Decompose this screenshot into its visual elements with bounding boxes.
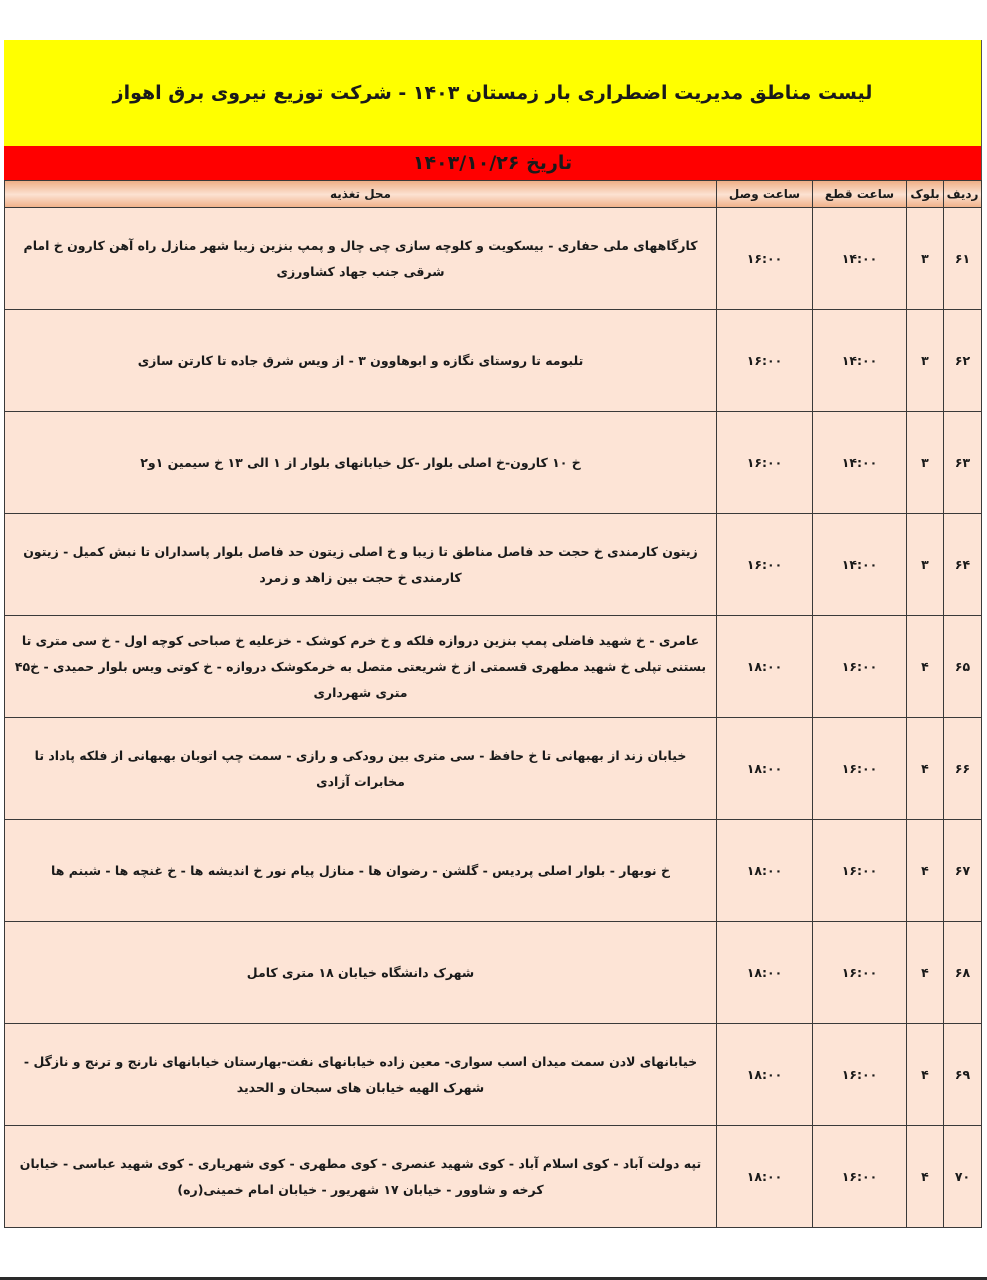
- row-number: ۶۱: [944, 208, 982, 310]
- cut-time: ۱۴:۰۰: [813, 310, 907, 412]
- block: ۴: [907, 718, 944, 820]
- location: خیابان زند از بهبهانی تا خ حافظ - سی متری بین رودکی و رازی - سمت چپ اتوبان بهبهانی از فلکه پاداد تا مخابرات آزادی: [5, 718, 717, 820]
- table-row: [5, 412, 982, 514]
- cut-time: ۱۶:۰۰: [813, 820, 907, 922]
- table-row: [5, 718, 982, 820]
- row-number: ۶۸: [944, 922, 982, 1024]
- table-row: [5, 514, 982, 616]
- row-number: ۶۲: [944, 310, 982, 412]
- document-title: لیست مناطق مدیریت اضطراری بار زمستان ۱۴۰۳ - شرکت توزیع نیروی برق اهواز: [112, 82, 873, 104]
- table-row: [5, 820, 982, 922]
- connect-time: ۱۸:۰۰: [717, 718, 813, 820]
- location: عامری - خ شهید فاضلی پمپ بنزین دروازه فلکه و خ خرم کوشک - خزعلیه خ صباحی کوچه اول - خ سی متری تا بستنی تپلی خ شهید مطهری قسمتی از خ شریعتی متصل به خرمکوشک دروازه - خ کوتی ویس بلوار حمیدی - خ۴۵ متری شهرداری: [5, 616, 717, 718]
- block: ۳: [907, 514, 944, 616]
- block: ۳: [907, 310, 944, 412]
- cut-time: ۱۴:۰۰: [813, 208, 907, 310]
- location: تلبومه تا روستای نگازه و ابوهاوون ۳ - از ویس شرق جاده تا کارتن سازی: [5, 310, 717, 412]
- header-block: بلوک: [907, 181, 944, 208]
- date-label: تاریخ ۱۴۰۳/۱۰/۲۶: [412, 152, 573, 174]
- connect-time: ۱۸:۰۰: [717, 922, 813, 1024]
- table-row: [5, 616, 982, 718]
- connect-time: ۱۶:۰۰: [717, 208, 813, 310]
- location: شهرک دانشگاه خیابان ۱۸ متری کامل: [5, 922, 717, 1024]
- header-location: محل تغذیه: [5, 181, 717, 208]
- connect-time: ۱۸:۰۰: [717, 820, 813, 922]
- cut-time: ۱۶:۰۰: [813, 1024, 907, 1126]
- date-banner: [4, 146, 982, 180]
- location: خ نوبهار - بلوار اصلی پردیس - گلشن - رضوان ها - منازل پیام نور خ اندیشه ها - خ غنچه ها - شبنم ها: [5, 820, 717, 922]
- header-cut-time: ساعت قطع: [813, 181, 907, 208]
- table-header-row: [5, 181, 982, 208]
- outage-schedule-sheet: [4, 40, 982, 1228]
- connect-time: ۱۶:۰۰: [717, 514, 813, 616]
- block: ۴: [907, 922, 944, 1024]
- header-row-number: ردیف: [944, 181, 982, 208]
- block: ۳: [907, 412, 944, 514]
- row-number: ۶۹: [944, 1024, 982, 1126]
- row-number: ۶۷: [944, 820, 982, 922]
- document-title-banner: [4, 40, 982, 146]
- table-row: [5, 922, 982, 1024]
- connect-time: ۱۸:۰۰: [717, 616, 813, 718]
- cut-time: ۱۶:۰۰: [813, 922, 907, 1024]
- location: خ ۱۰ کارون-خ اصلی بلوار -کل خیابانهای بلوار از ۱ الی ۱۳ خ سیمین ۱و۲: [5, 412, 717, 514]
- connect-time: ۱۸:۰۰: [717, 1024, 813, 1126]
- cut-time: ۱۶:۰۰: [813, 718, 907, 820]
- connect-time: ۱۶:۰۰: [717, 412, 813, 514]
- row-number: ۷۰: [944, 1126, 982, 1228]
- row-number: ۶۴: [944, 514, 982, 616]
- header-connect-time: ساعت وصل: [717, 181, 813, 208]
- table-row: [5, 1126, 982, 1228]
- row-number: ۶۵: [944, 616, 982, 718]
- outage-table: [4, 180, 982, 1228]
- cut-time: ۱۴:۰۰: [813, 412, 907, 514]
- row-number: ۶۶: [944, 718, 982, 820]
- cut-time: ۱۴:۰۰: [813, 514, 907, 616]
- location: زیتون کارمندی خ حجت حد فاصل مناطق تا زیبا و خ اصلی زیتون حد فاصل بلوار پاسداران تا نبش کمیل - زیتون کارمندی خ حجت بین زاهد و زمرد: [5, 514, 717, 616]
- block: ۳: [907, 208, 944, 310]
- table-row: [5, 310, 982, 412]
- location: خیابانهای لادن سمت میدان اسب سواری- معین زاده خیابانهای نفت-بهارستان خیابانهای نارنج و ترنج و نازگل - شهرک الهیه خیابان های سبحان و الحدید: [5, 1024, 717, 1126]
- block: ۴: [907, 820, 944, 922]
- cut-time: ۱۶:۰۰: [813, 616, 907, 718]
- block: ۴: [907, 1126, 944, 1228]
- table-row: [5, 208, 982, 310]
- connect-time: ۱۶:۰۰: [717, 310, 813, 412]
- cut-time: ۱۶:۰۰: [813, 1126, 907, 1228]
- location: کارگاههای ملی حفاری - بیسکویت و کلوچه سازی چی چال و پمپ بنزین زیبا شهر منازل راه آهن کارون خ امام شرقی جنب جهاد کشاورزی: [5, 208, 717, 310]
- location: تپه دولت آباد - کوی اسلام آباد - کوی شهید عنصری - کوی مطهری - کوی شهریاری - کوی شهید عباسی - خیابان کرخه و شاوور - خیابان ۱۷ شهریور - خیابان امام خمینی(ره): [5, 1126, 717, 1228]
- block: ۴: [907, 1024, 944, 1126]
- block: ۴: [907, 616, 944, 718]
- row-number: ۶۳: [944, 412, 982, 514]
- table-row: [5, 1024, 982, 1126]
- connect-time: ۱۸:۰۰: [717, 1126, 813, 1228]
